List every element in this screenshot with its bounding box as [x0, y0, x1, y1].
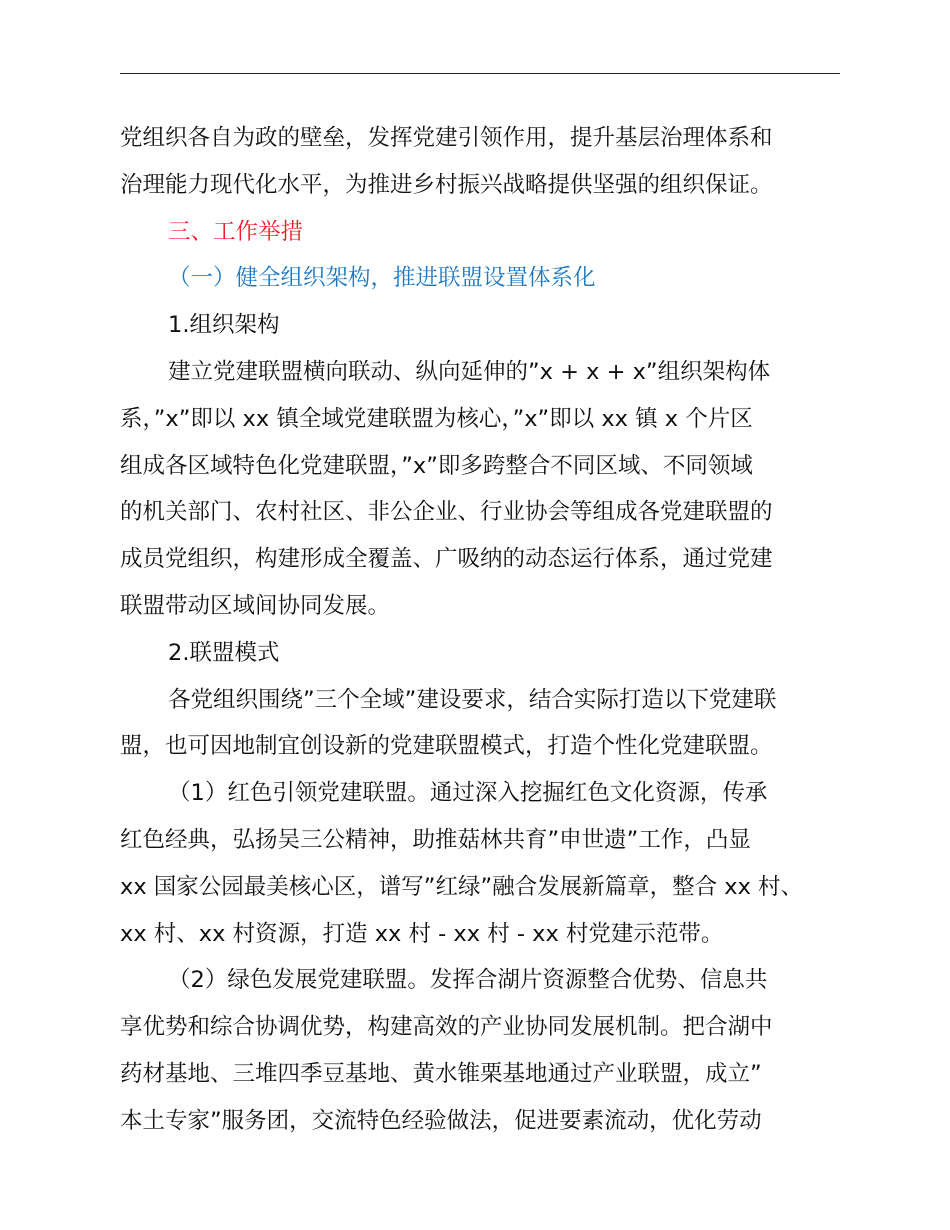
paragraph-line: xx 国家公园最美核心区，谱写”红绿”融合发展新篇章，整合 xx 村、 — [120, 873, 804, 900]
paragraph-line: 组成各区域特色化党建联盟，”x”即多跨整合不同区域、不同领域 — [120, 452, 753, 479]
subsection-heading: （一）健全组织架构，推进联盟设置体系化 — [168, 265, 596, 292]
paragraph-line: 治理能力现代化水平，为推进乡村振兴战略提供坚强的组织保证。 — [120, 171, 773, 198]
paragraph-line: 享优势和综合协调优势，构建高效的产业协同发展机制。把合湖中 — [120, 1014, 773, 1041]
paragraph-line: 药材基地、三堆四季豆基地、黄水锥栗基地通过产业联盟，成立” — [120, 1060, 762, 1087]
paragraph-line: 成员党组织，构建形成全覆盖、广吸纳的动态运行体系，通过党建 — [120, 546, 773, 573]
paragraph-line: 联盟带动区域间协同发展。 — [120, 592, 391, 619]
paragraph-line: 红色经典，弘扬吴三公精神，助推菇林共育”申世遗”工作，凸显 — [120, 826, 751, 853]
paragraph-line: （1）红色引领党建联盟。通过深入挖掘红色文化资源，传承 — [168, 780, 768, 807]
paragraph-line: xx 村、xx 村资源，打造 xx 村 - xx 村 - xx 村党建示范带。 — [120, 920, 724, 947]
item-heading: 1.组织架构 — [168, 312, 280, 339]
paragraph-line: 系，”x”即以 xx 镇全域党建联盟为核心，”x”即以 xx 镇 x 个片区 — [120, 405, 753, 432]
paragraph-line: 的机关部门、农村社区、非公企业、行业协会等组成各党建联盟的 — [120, 499, 773, 526]
paragraph-line: 党组织各自为政的壁垒，发挥党建引领作用，提升基层治理体系和 — [120, 125, 773, 151]
paragraph-line: 本土专家”服务团，交流特色经验做法，促进要素流动，优化劳动 — [120, 1107, 762, 1134]
paragraph-line: （2）绿色发展党建联盟。发挥合湖片资源整合优势、信息共 — [168, 967, 768, 994]
paragraph-line: 建立党建联盟横向联动、纵向延伸的”x + x + x”组织架构体 — [168, 358, 771, 385]
item-heading: 2.联盟模式 — [168, 639, 280, 666]
header-rule — [120, 73, 840, 74]
paragraph-line: 盟，也可因地制宜创设新的党建联盟模式，打造个性化党建联盟。 — [120, 733, 773, 760]
document-body — [120, 115, 850, 1145]
section-heading: 三、工作举措 — [168, 218, 304, 245]
paragraph-line: 各党组织围绕”三个全域”建设要求，结合实际打造以下党建联 — [168, 686, 777, 713]
